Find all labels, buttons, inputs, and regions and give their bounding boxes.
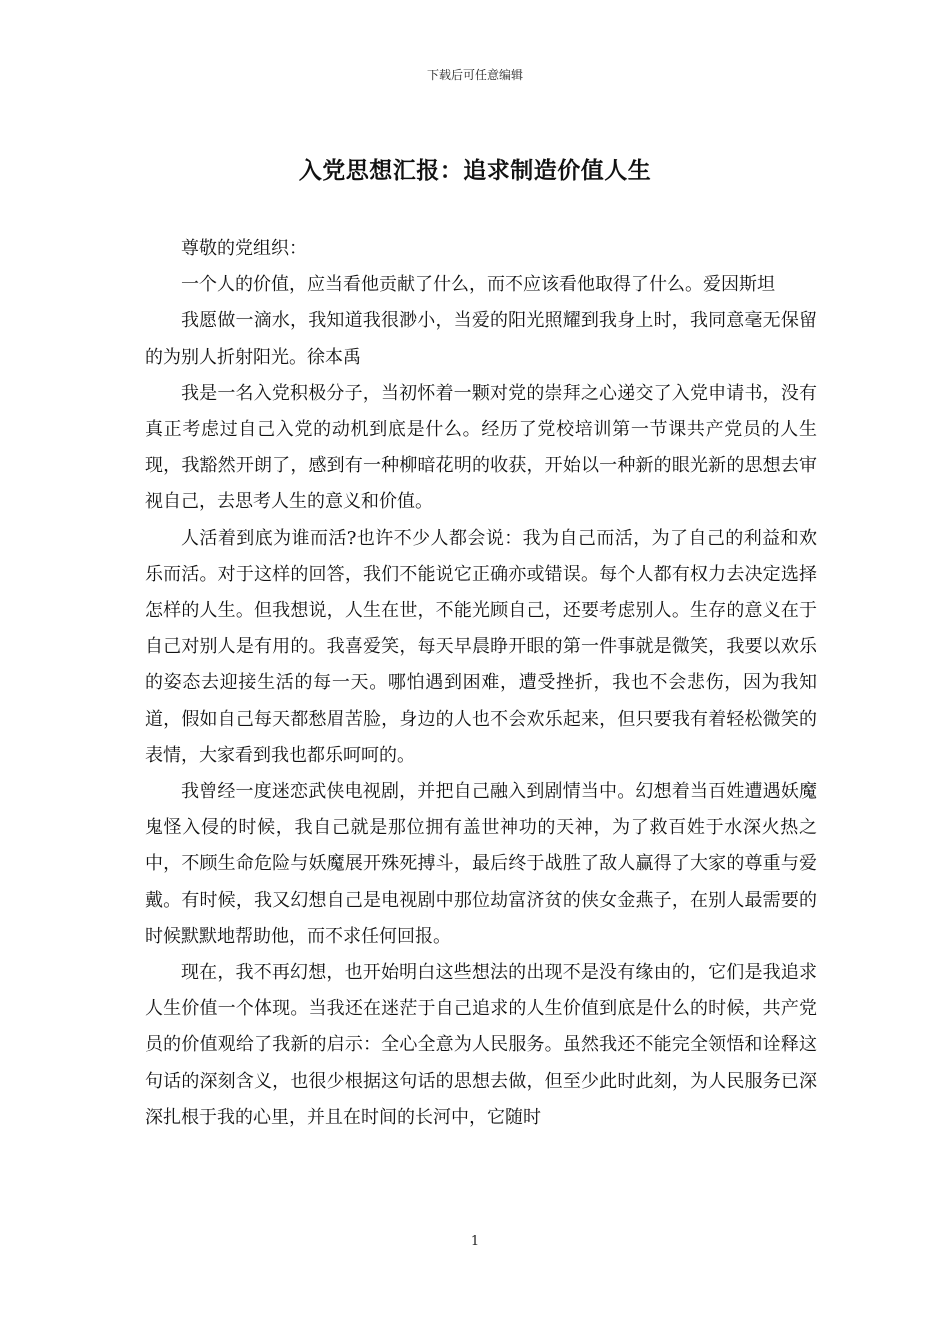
page-number: 1 <box>470 1234 480 1249</box>
quote-paragraph-einstein: 一个人的价值，应当看他贡献了什么，而不应该看他取得了什么。爱因斯坦 <box>181 274 775 296</box>
body-paragraph: 人活着到底为谁而活?也许不少人都会说：我为自己而活，为了自己的利益和欢乐而活。对于这样的回答，我们不能说它正确亦或错误。每个人都有权力去决定选择怎样的人生。但我想说，人生在世，不能光顾自己，还要考虑别人。生存的意义在于自己对别人是有用的。我喜爱笑，每天早晨睁开眼的第一件事就是微笑，我要以欢乐的姿态去迎接生活的每一天。哪怕遇到困难，遭受挫折，我也不会悲伤，因为我知道，假如自己每天都愁眉苦脸，身边的人也不会欢乐起来，但只要我有着轻松微笑的表情，大家看到我也都乐呵呵的。 <box>145 527 817 766</box>
body-paragraph: 我是一名入党积极分子，当初怀着一颗对党的崇拜之心递交了入党申请书，没有真正考虑过自己入党的动机到底是什么。经历了党校培训第一节课共产党员的人生现，我豁然开朗了，感到有一种柳暗花明的收获，开始以一种新的眼光新的思想去审视自己，去思考人生的意义和价值。 <box>145 382 817 513</box>
page-header-note: 下载后可任意编辑 <box>426 68 523 82</box>
body-paragraph: 我曾经一度迷恋武侠电视剧，并把自己融入到剧情当中。幻想着当百姓遭遇妖魔鬼怪入侵的时候，我自己就是那位拥有盖世神功的天神，为了救百姓于水深火热之中，不顾生命危险与妖魔展开殊死搏斗，最后终于战胜了敌人赢得了大家的尊重与爱戴。有时候，我又幻想自己是电视剧中那位劫富济贫的侠女金燕子，在别人最需要的时候默默地帮助他，而不求任何回报。 <box>145 781 817 947</box>
document-body <box>145 231 817 1136</box>
salutation-paragraph: 尊敬的党组织： <box>181 238 307 259</box>
quote-paragraph-xu-benyu: 我愿做一滴水，我知道我很渺小，当爱的阳光照耀到我身上时，我同意毫无保留的为别人折射阳光。徐本禹 <box>145 310 817 368</box>
document-title: 入党思想汇报：追求制造价值人生 <box>298 157 652 184</box>
body-paragraph: 现在，我不再幻想，也开始明白这些想法的出现不是没有缘由的，它们是我追求人生价值一个体现。当我还在迷茫于自己追求的人生价值到底是什么的时候，共产党员的价值观给了我新的启示：全心全意为人民服务。虽然我还不能完全领悟和诠释这句话的深刻含义，也很少根据这句话的思想去做，但至少此时此刻，为人民服务已深深扎根于我的心里，并且在时间的长河中，它随时 <box>145 962 817 1128</box>
